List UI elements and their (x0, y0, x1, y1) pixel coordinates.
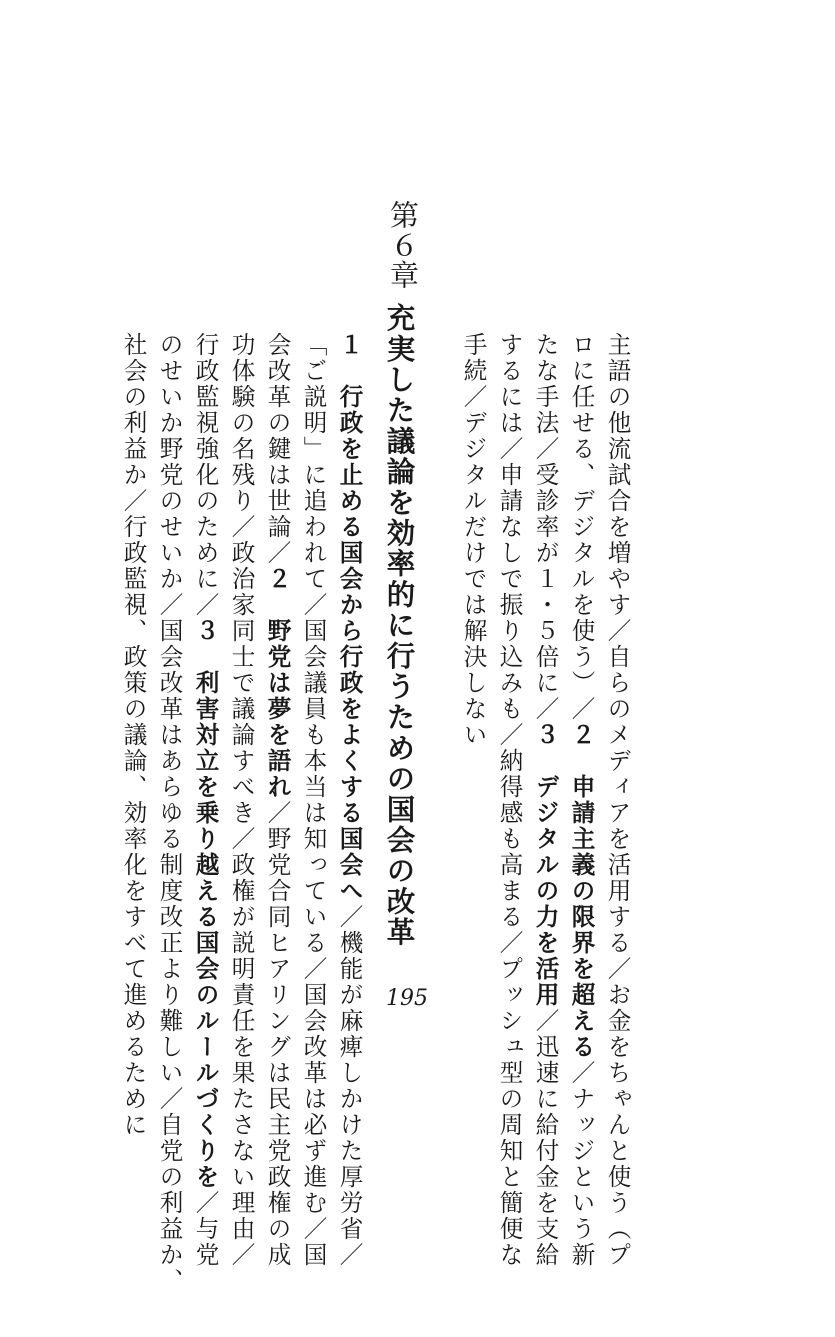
toc-line-4 (495, 332, 524, 1268)
toc-text: ／ナッジという新 (567, 1060, 596, 1268)
toc-text: するには／申請なしで振り込みも／納得感も高まる／プッシュ型の周知と簡便な (495, 332, 524, 1268)
toc-text: 主語の他流試合を増やす／自らのメディアを活用する／お金をちゃんと使う（プ (603, 332, 632, 1268)
toc-line-10 (191, 332, 220, 1268)
toc-text: 「ご説明」に追われて／国会議員も本当は知っている／国会改革は必ず進む／国 (299, 332, 328, 1268)
toc-text: ／与党 (191, 1190, 220, 1268)
section-heading: ３ 利害対立を乗り越える国会のルールづくりを (191, 618, 220, 1190)
toc-line-8 (263, 332, 292, 1268)
page-number: 195 (386, 986, 428, 1011)
section-heading: １ 行政を止める国会から行政をよくする国会へ (335, 332, 364, 904)
section-heading: ２ 申請主義の限界を超える (567, 722, 596, 1060)
chapter-title: 充実した議論を効率的に行うための国会の改革 (382, 303, 417, 948)
toc-text: ／野党合同ヒアリングは民主党政権の成 (263, 800, 292, 1268)
toc-line-1 (603, 332, 632, 1268)
toc-text: 功体験の名残り／政治家同士で議論すべき／政権が説明責任を果たさない理由／ (227, 332, 256, 1268)
toc-line-12 (119, 332, 148, 1138)
toc-text: ロに任せる、デジタルを使う）／ (567, 332, 596, 722)
chapter-label: 第６章 (386, 200, 420, 290)
toc-line-2 (567, 332, 596, 1268)
toc-line-9 (227, 332, 256, 1268)
toc-text: ／機能が麻痺しかけた厚労省／ (335, 904, 364, 1268)
toc-text: 社会の利益か／行政監視、政策の議論、効率化をすべて進めるために (119, 332, 148, 1138)
toc-text: ／迅速に給付金を支給 (531, 1008, 560, 1268)
toc-text: 行政監視強化のために／ (191, 332, 220, 618)
toc-text: 手続／デジタルだけでは解決しない (459, 332, 488, 748)
toc-text: 会改革の鍵は世論／ (263, 332, 292, 566)
toc-text: のせいか野党のせいか／国会改革はあらゆる制度改正より難しい／自党の利益か、 (155, 332, 184, 1294)
toc-line-5 (459, 332, 488, 748)
section-heading: ３ デジタルの力を活用 (531, 722, 560, 1008)
toc-line-7 (299, 332, 328, 1268)
toc-line-3 (531, 332, 560, 1268)
toc-line-11 (155, 332, 184, 1294)
toc-text: たな手法／受診率が１・５倍に／ (531, 332, 560, 722)
section-heading: ２ 野党は夢を語れ (263, 566, 292, 800)
toc-line-6 (335, 332, 364, 1268)
